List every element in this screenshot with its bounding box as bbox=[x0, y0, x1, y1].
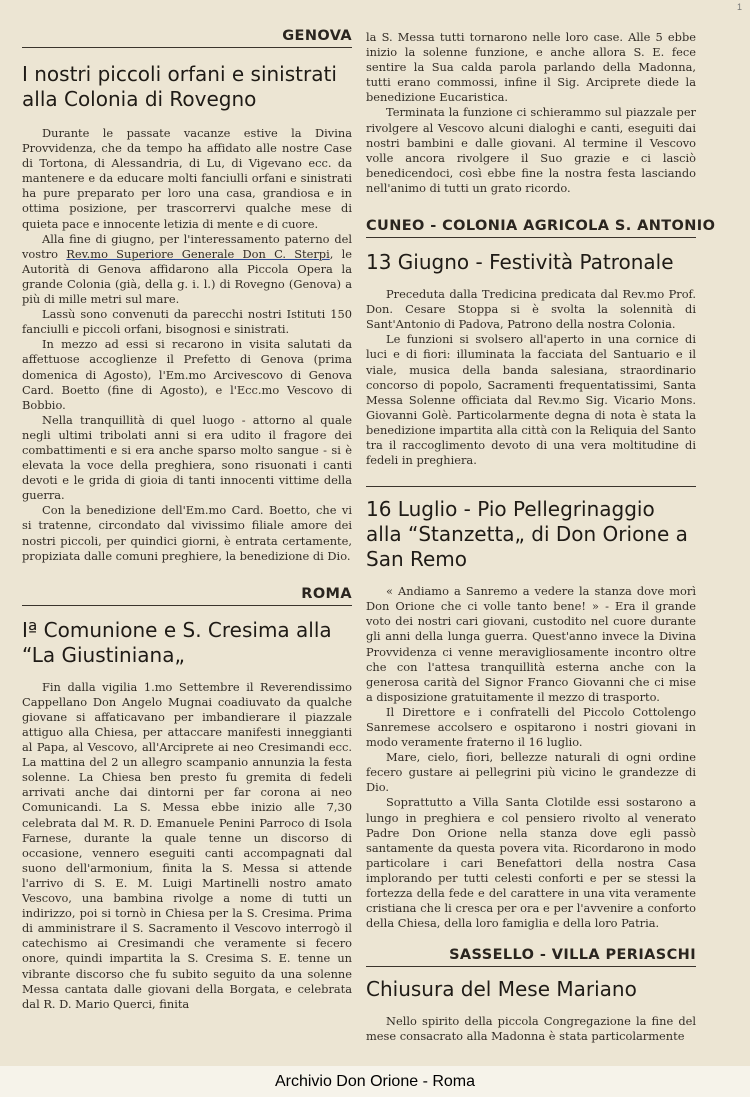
article-body-sanremo bbox=[366, 584, 696, 931]
article-body-genova bbox=[22, 126, 352, 564]
paragraph-annotated bbox=[22, 232, 352, 307]
paragraph: In mezzo ad essi si recarono in visita salutati da affettuose accoglienze il Prefetto di Genova (prima domenica di Agosto), l'Em.mo Arcivescovo di Genova Card. Boetto (fine di Agosto), e l'Ecc.mo Vescovo di Bobbio. bbox=[22, 337, 352, 412]
paragraph: Soprattutto a Villa Santa Clotilde essi sostarono a lungo in preghiera e col pensiero rivolto al venerato Padre Don Orione nella stanza dove egli passò santamente da questa povera vita. Ricordarono in modo particolare i cari Benefattori della nostra Casa implorando per tutti celesti conforti e per se stessi la fortezza della fede e del carattere in una vita veramente cristiana che li cresca per ora e per l'avvenire a conforto della Chiesa, della loro famiglia e della loro Patria. bbox=[366, 795, 696, 931]
paragraph: Il Direttore e i confratelli del Piccolo Cottolengo Sanremese accolsero e ospitarono i nostri giovani in modo veramente fraterno il 16 luglio. bbox=[366, 704, 696, 750]
archive-footer: Archivio Don Orione - Roma bbox=[0, 1066, 750, 1097]
paragraph: Durante le passate vacanze estive la Divina Provvidenza, che da tempo ha affidato alle nostre Case di Tortona, di Alessandria, di Lu, di Vigevano ecc. da mantenere e da educare molti fanciulli orfani e sinistrati ha pure preparato per loro una casa, grandiosa e in ottima posizione, per trascorrervi qualche mese di quieta pace e innocente letizia di mente e di cuore. bbox=[22, 126, 352, 231]
paragraph: Le funzioni si svolsero all'aperto in una cornice di luci e di fiori: illuminata la facciata del Santuario e il viale, musica della banda salesiana, straordinario concorso di popolo, Sacramenti frequentatissimi, Santa Messa Solenne officiata dal Rev.mo Sig. Vicario Mons. Giovanni Golè. Particolarmente degna di nota è stata la benedizione impartita alla città con la Reliquia del Santo tra il raccoglimento devoto di una vera moltitudine di fedeli in preghiera. bbox=[366, 332, 696, 468]
paragraph: Lassù sono convenuti da parecchi nostri Istituti 150 fanciulli e piccoli orfani, bisognosi e sinistrati. bbox=[22, 307, 352, 337]
paragraph: Nella tranquillità di quel luogo - attorno al quale negli ultimi tribolati anni si era udito il fragore dei combattimenti e si era anche sparso molto sangue - si è elevata la voce della preghiera, sono risuonati i canti devoti e le grida di gioia di tanti innocenti vittime della guerra. bbox=[22, 412, 352, 503]
section-kicker-roma: ROMA bbox=[301, 585, 352, 602]
paragraph: « Andiamo a Sanremo a vedere la stanza dove morì Don Orione che ci volle tanto bene! » - Era il grande voto dei nostri cari giovani, custodito nel cuore durante gli anni della lunga guerra. Quest'anno invece la Divina Provvidenza ci venne meravigliosamente incontro oltre che con l'attesa tranquillità esterna anche con la generosa carità del Signor Franco Giovanni che ci mise a disposizione gratuitamente il mezzo di trasporto. bbox=[366, 584, 696, 704]
paragraph: Fin dalla vigilia 1.mo Settembre il Reverendissimo Cappellano Don Angelo Mugnai coadiuvato da qualche giovane si affaticavano per imbandierare il piazzale attiguo alla Chiesa, per attaccare manifesti inneggianti al Papa, al Vescovo, all'Arciprete ai neo Cresimandi ecc. La mattina del 2 un allegro scampanio annunzia la festa solenne. La Chiesa ben presto fu gremita di fedeli arrivati anche dai dintorni per far corona ai neo Comunicandi. La S. Messa ebbe inizio alle 7,30 celebrata dal M. R. D. Emanuele Penini Parroco di Isola Farnese, durante la quale tenne un discorso di occasione, vennero eseguiti canti accompagnati dal suono dell'armonium, finita la S. Messa si attende l'arrivo di S. E. M. Luigi Martinelli nostro amato Vescovo, una bambina rivolge a nome di tutti un indirizzo, poi si tornò in Chiesa per la S. Cresima. Prima di amministrare il S. Sacramento il Vescovo interrogò il catechismo ai Cresimandi che veramente si fecero onore, quindi impartita la S. Cresima S. E. tenne un vibrante discorso che fu subito seguito da una solenne Messa cantata dalle giovani della Borgata, e celebrata dal R. D. Mario Querci, finita bbox=[22, 679, 352, 1011]
divider bbox=[366, 237, 696, 238]
paragraph-text: Alla fine di giugno, per l'interessamento paterno del vostro bbox=[22, 231, 352, 261]
divider bbox=[366, 966, 696, 967]
article-title-sassello: Chiusura del Mese Mariano bbox=[366, 977, 637, 1002]
paragraph-text: , le Autorità di Genova affidarono alla Piccola Opera la grande Colonia (già, della g. i. l.) di Rovegno (Genova) a più di mille metri sul mare. bbox=[22, 246, 352, 307]
paragraph: Preceduta dalla Tredicina predicata dal Rev.mo Prof. Don. Cesare Stoppa si è svolta la solennità di Sant'Antonio di Padova, Patrono della nostra Colonia. bbox=[366, 287, 696, 332]
article-body-cuneo bbox=[366, 287, 696, 468]
article-title-cuneo: 13 Giugno - Festività Patronale bbox=[366, 250, 674, 275]
article-title-sanremo: 16 Luglio - Pio Pellegrinaggio alla “Stanzetta„ di Don Orione a San Remo bbox=[366, 497, 688, 572]
handwritten-underline: Rev.mo Superiore Generale Don C. Sterpi bbox=[66, 246, 330, 261]
article-body-sassello bbox=[366, 1014, 696, 1044]
paragraph: Mare, cielo, fiori, bellezze naturali di ogni ordine fecero gustare ai pellegrini più vicino le grandezze di Dio. bbox=[366, 750, 696, 795]
section-kicker-genova: GENOVA bbox=[282, 28, 352, 44]
paragraph: Nello spirito della piccola Congregazione la fine del mese consacrato alla Madonna è stata particolarmente bbox=[366, 1014, 696, 1044]
paragraph: Terminata la funzione ci schierammo sul piazzale per rivolgere al Vescovo alcuni dialoghi e canti, eseguiti dai nostri bambini e dalle giovani. Al termine il Vescovo volle ancora rivolgere il Suo grazie e ci lasciò benedicendoci, così ebbe fine la nostra festa lasciando nell'animo di tutti un grato ricordo. bbox=[366, 105, 696, 195]
paragraph: Con la benedizione dell'Em.mo Card. Boetto, che vi si tratenne, circondato dal vivissimo filiale amore dei nostri piccoli, per quindici giorni, è entrata certamente, propiziata dalle comuni preghiere, la benedizione di Dio. bbox=[22, 503, 352, 563]
divider bbox=[22, 605, 352, 606]
section-kicker-cuneo: CUNEO - COLONIA AGRICOLA S. ANTONIO bbox=[366, 218, 716, 235]
paragraph: la S. Messa tutti tornarono nelle loro case. Alle 5 ebbe inizio la solenne funzione, e anche allora S. E. fece sentire la Sua calda parola parlando della Madonna, tutti erano commossi, infine il Sig. Arciprete diede la benedizione Eucaristica. bbox=[366, 30, 696, 105]
article-body-roma-continued bbox=[366, 30, 696, 196]
section-kicker-sassello: SASSELLO - VILLA PERIASCHI bbox=[449, 947, 696, 964]
right-column bbox=[366, 0, 716, 1045]
divider bbox=[22, 47, 352, 48]
article-body-roma bbox=[22, 680, 352, 1012]
left-column bbox=[22, 0, 352, 1012]
article-title-genova: I nostri piccoli orfani e sinistrati alla Colonia di Rovegno bbox=[22, 62, 337, 111]
divider bbox=[366, 486, 696, 487]
page-mark: 1 bbox=[736, 2, 742, 12]
article-title-roma: Iª Comunione e S. Cresima alla “La Giustiniana„ bbox=[22, 617, 332, 667]
